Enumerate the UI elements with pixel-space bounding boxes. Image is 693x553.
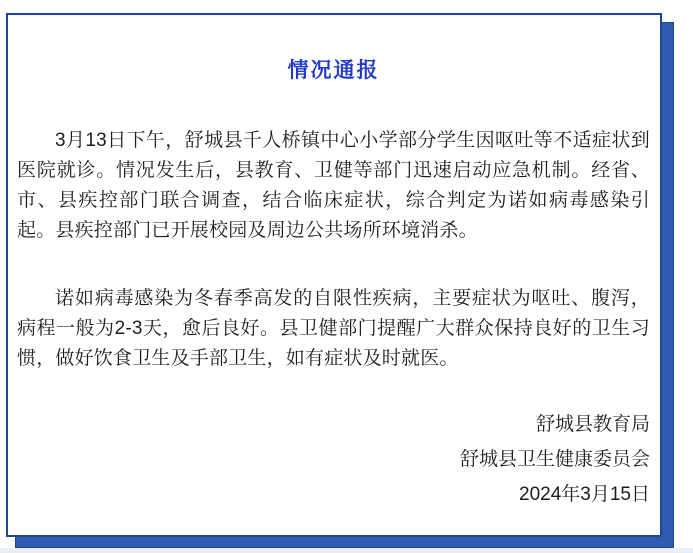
notice-paragraph-1: 3月13日下午，舒城县千人桥镇中心小学部分学生因呕吐等不适症状到医院就诊。情况发生后，县教育、卫健等部门迅速启动应急机制。经省、市、县疾控部门联合调查，结合临床症状，综合判定为诺如病毒感染引起。县疾控部门已开展校园及周边公共场所环境消杀。 <box>17 130 650 241</box>
notice-body <box>17 126 650 374</box>
signature-line-health-commission: 舒城县卫生健康委员会 <box>459 449 650 470</box>
notice-card <box>6 13 662 537</box>
page-bottom-strip <box>0 548 693 553</box>
notice-date: 2024年3月15日 <box>519 484 650 505</box>
notice-paragraph-2: 诺如病毒感染为冬春季高发的自限性疾病，主要症状为呕吐、腹泻，病程一般为2-3天，愈后良好。县卫健部门提醒广大群众保持良好的卫生习惯，做好饮食卫生及手部卫生，如有症状及时就医。 <box>17 288 650 369</box>
notice-title: 情况通报 <box>287 59 380 82</box>
signature-block <box>17 407 650 512</box>
signature-line-education-bureau: 舒城县教育局 <box>535 414 650 435</box>
